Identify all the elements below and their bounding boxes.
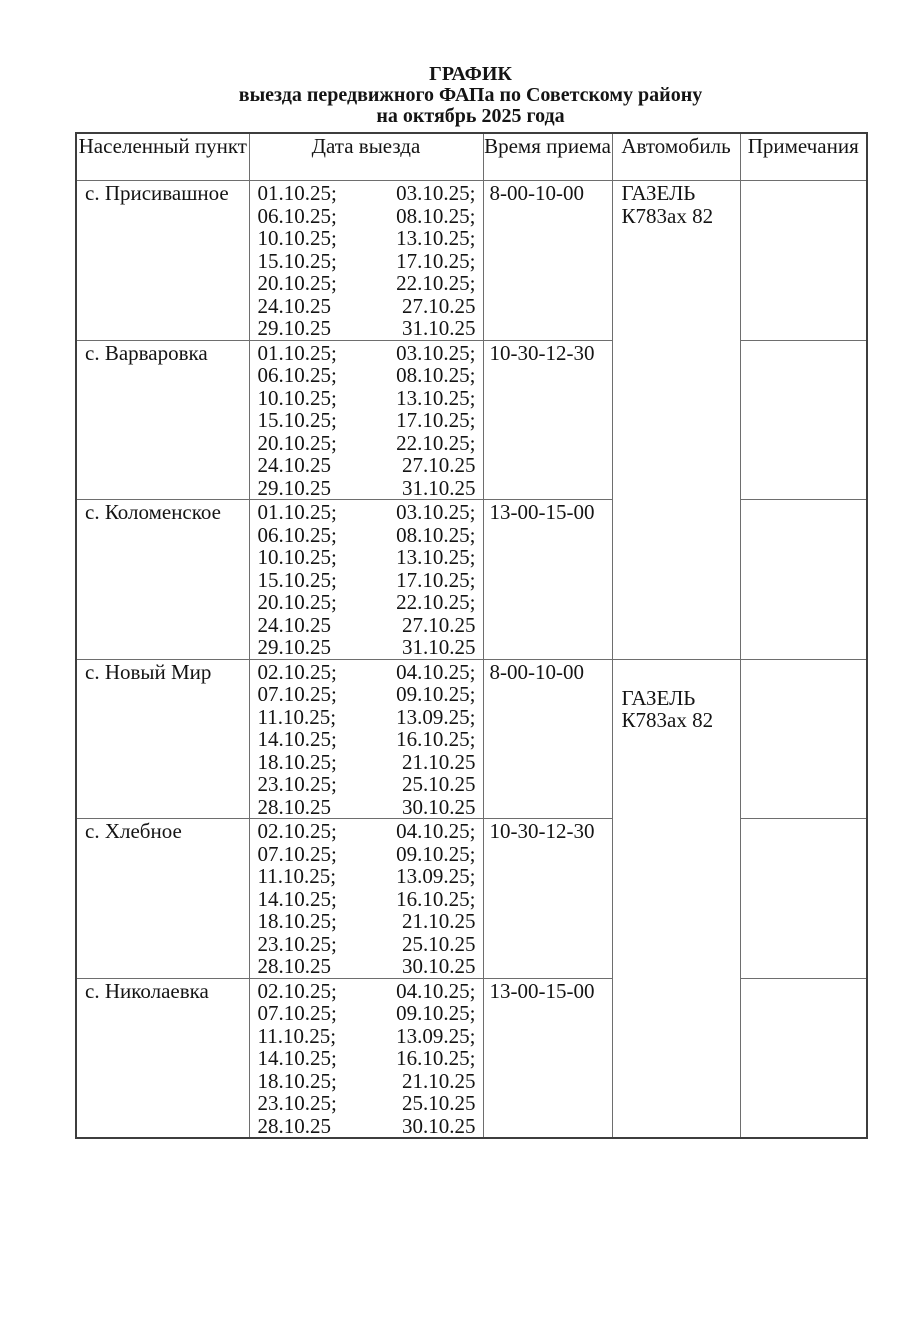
date-line [258, 501, 476, 524]
date-left: 11.10.25; [257, 1023, 337, 1048]
settlement-cell: с. Присивашное [76, 181, 249, 341]
date-right: 03.10.25; [396, 340, 476, 365]
date-line [258, 728, 476, 751]
dates-cell [249, 819, 483, 979]
date-left: 23.10.25; [257, 772, 337, 796]
date-left: 28.10.25 [257, 794, 331, 819]
date-left: 23.10.25; [257, 1091, 337, 1115]
date-right: 08.10.25; [396, 522, 476, 547]
time-cell: 10-30-12-30 [483, 819, 612, 979]
date-line [258, 796, 476, 819]
vehicle-cell: ГАЗЕЛЬ К783ах 82 [612, 659, 740, 1138]
date-right: 17.10.25; [396, 408, 476, 432]
date-line [258, 980, 476, 1003]
date-right: 16.10.25; [396, 886, 476, 911]
date-right: 13.09.25; [396, 864, 476, 888]
date-line [258, 888, 476, 911]
date-left: 15.10.25; [257, 248, 337, 273]
dates-cell [249, 500, 483, 660]
date-line [258, 454, 476, 477]
date-line [258, 843, 476, 866]
date-line [258, 1002, 476, 1025]
column-header-settlement: Населенный пункт [76, 133, 249, 181]
title-line-2: выезда передвижного ФАПа по Советскому району [238, 84, 703, 106]
date-right: 31.10.25 [402, 635, 476, 659]
date-left: 10.10.25; [257, 545, 337, 569]
date-left: 24.10.25 [257, 453, 331, 477]
date-right: 13.09.25; [396, 704, 476, 729]
time-cell: 13-00-15-00 [483, 978, 612, 1138]
date-left: 14.10.25; [257, 1046, 337, 1070]
dates-cell [249, 978, 483, 1138]
date-right: 30.10.25 [402, 794, 476, 819]
date-right: 13.09.25; [396, 1023, 476, 1048]
date-line [258, 272, 476, 295]
document-title [75, 64, 866, 127]
date-line [258, 614, 476, 637]
date-right: 27.10.25 [402, 453, 476, 477]
date-left: 06.10.25; [257, 363, 337, 387]
time-cell: 10-30-12-30 [483, 340, 612, 500]
date-left: 28.10.25 [257, 954, 331, 978]
date-left: 07.10.25; [257, 1001, 337, 1025]
date-line [258, 820, 476, 843]
date-line [258, 773, 476, 796]
date-line [258, 933, 476, 956]
table-row [76, 500, 867, 660]
date-left: 28.10.25 [257, 1113, 331, 1138]
date-left: 29.10.25 [257, 316, 331, 340]
title-line-3: на октябрь 2025 года [376, 105, 565, 127]
title-line-1: ГРАФИК [429, 63, 512, 85]
column-header-dates: Дата выезда [249, 133, 483, 181]
date-right: 21.10.25 [402, 909, 476, 933]
date-right: 31.10.25 [402, 316, 476, 340]
date-line [258, 250, 476, 273]
date-line [258, 636, 476, 659]
date-line [258, 661, 476, 684]
date-right: 16.10.25; [396, 1046, 476, 1070]
date-line [258, 569, 476, 592]
date-right: 04.10.25; [396, 659, 476, 684]
date-left: 18.10.25; [257, 909, 337, 933]
settlement-cell: с. Новый Мир [76, 659, 249, 819]
date-right: 21.10.25 [402, 1068, 476, 1093]
table-body [76, 181, 867, 1139]
date-right: 08.10.25; [396, 203, 476, 228]
table-row [76, 978, 867, 1138]
date-line [258, 751, 476, 774]
date-line [258, 955, 476, 978]
date-right: 30.10.25 [402, 1113, 476, 1138]
note-cell [740, 659, 867, 819]
date-right: 22.10.25; [396, 430, 476, 455]
settlement-cell: с. Коломенское [76, 500, 249, 660]
date-line [258, 409, 476, 432]
date-right: 03.10.25; [396, 181, 476, 205]
note-cell [740, 500, 867, 660]
date-line [258, 683, 476, 706]
date-left: 14.10.25; [257, 727, 337, 751]
column-header-notes: Примечания [740, 133, 867, 181]
column-header-vehicle: Автомобиль [612, 133, 740, 181]
date-line [258, 364, 476, 387]
date-right: 16.10.25; [396, 727, 476, 751]
date-line [258, 910, 476, 933]
date-right: 25.10.25 [402, 772, 476, 796]
table-row [76, 659, 867, 819]
date-left: 14.10.25; [257, 886, 337, 911]
date-right: 22.10.25; [396, 271, 476, 295]
date-line [258, 706, 476, 729]
date-line [258, 524, 476, 547]
date-right: 04.10.25; [396, 819, 476, 843]
date-right: 09.10.25; [396, 682, 476, 706]
date-right: 09.10.25; [396, 841, 476, 866]
date-line [258, 1025, 476, 1048]
date-left: 02.10.25; [257, 819, 337, 843]
date-left: 18.10.25; [257, 1068, 337, 1093]
column-header-time: Время приема [483, 133, 612, 181]
date-left: 29.10.25 [257, 635, 331, 659]
date-left: 18.10.25; [257, 749, 337, 774]
date-left: 01.10.25; [257, 181, 337, 205]
date-right: 21.10.25 [402, 749, 476, 774]
date-left: 24.10.25 [257, 612, 331, 637]
note-cell [740, 181, 867, 341]
date-line [258, 1092, 476, 1115]
date-left: 06.10.25; [257, 522, 337, 547]
date-left: 01.10.25; [257, 500, 337, 524]
date-left: 10.10.25; [257, 385, 337, 410]
date-left: 02.10.25; [257, 978, 337, 1003]
dates-cell [249, 181, 483, 341]
date-left: 02.10.25; [257, 659, 337, 684]
date-left: 15.10.25; [257, 567, 337, 592]
date-line [258, 317, 476, 340]
date-line [258, 1070, 476, 1093]
date-right: 09.10.25; [396, 1001, 476, 1025]
date-line [258, 546, 476, 569]
date-line [258, 205, 476, 228]
date-right: 25.10.25 [402, 931, 476, 956]
date-left: 20.10.25; [257, 590, 337, 614]
date-line [258, 865, 476, 888]
dates-cell [249, 659, 483, 819]
header-row [76, 133, 867, 181]
date-line [258, 295, 476, 318]
date-line [258, 227, 476, 250]
schedule-table [75, 132, 868, 1139]
date-right: 03.10.25; [396, 500, 476, 524]
settlement-cell: с. Варваровка [76, 340, 249, 500]
date-line [258, 342, 476, 365]
date-right: 08.10.25; [396, 363, 476, 387]
date-right: 17.10.25; [396, 567, 476, 592]
dates-cell [249, 340, 483, 500]
date-right: 17.10.25; [396, 248, 476, 273]
vehicle-cell: ГАЗЕЛЬ К783ах 82 [612, 181, 740, 660]
date-right: 13.10.25; [396, 226, 476, 250]
date-line [258, 182, 476, 205]
date-right: 13.10.25; [396, 545, 476, 569]
date-left: 29.10.25 [257, 475, 331, 500]
date-left: 24.10.25 [257, 293, 331, 318]
date-line [258, 387, 476, 410]
date-line [258, 1047, 476, 1070]
time-cell: 8-00-10-00 [483, 181, 612, 341]
date-left: 11.10.25; [257, 864, 337, 888]
date-right: 04.10.25; [396, 978, 476, 1003]
date-right: 27.10.25 [402, 293, 476, 318]
date-left: 10.10.25; [257, 226, 337, 250]
date-left: 11.10.25; [257, 704, 337, 729]
date-right: 13.10.25; [396, 385, 476, 410]
date-line [258, 1115, 476, 1138]
date-left: 01.10.25; [257, 340, 337, 365]
settlement-cell: с. Хлебное [76, 819, 249, 979]
date-right: 27.10.25 [402, 612, 476, 637]
date-line [258, 591, 476, 614]
table-row [76, 181, 867, 341]
date-left: 20.10.25; [257, 271, 337, 295]
date-right: 30.10.25 [402, 954, 476, 978]
date-line [258, 477, 476, 500]
table-row [76, 340, 867, 500]
date-left: 23.10.25; [257, 931, 337, 956]
note-cell [740, 978, 867, 1138]
date-left: 07.10.25; [257, 682, 337, 706]
date-right: 25.10.25 [402, 1091, 476, 1115]
date-left: 06.10.25; [257, 203, 337, 228]
table-row [76, 819, 867, 979]
time-cell: 13-00-15-00 [483, 500, 612, 660]
settlement-cell: с. Николаевка [76, 978, 249, 1138]
date-right: 31.10.25 [402, 475, 476, 500]
time-cell: 8-00-10-00 [483, 659, 612, 819]
date-left: 20.10.25; [257, 430, 337, 455]
note-cell [740, 340, 867, 500]
date-left: 15.10.25; [257, 408, 337, 432]
date-right: 22.10.25; [396, 590, 476, 614]
note-cell [740, 819, 867, 979]
date-line [258, 432, 476, 455]
date-left: 07.10.25; [257, 841, 337, 866]
